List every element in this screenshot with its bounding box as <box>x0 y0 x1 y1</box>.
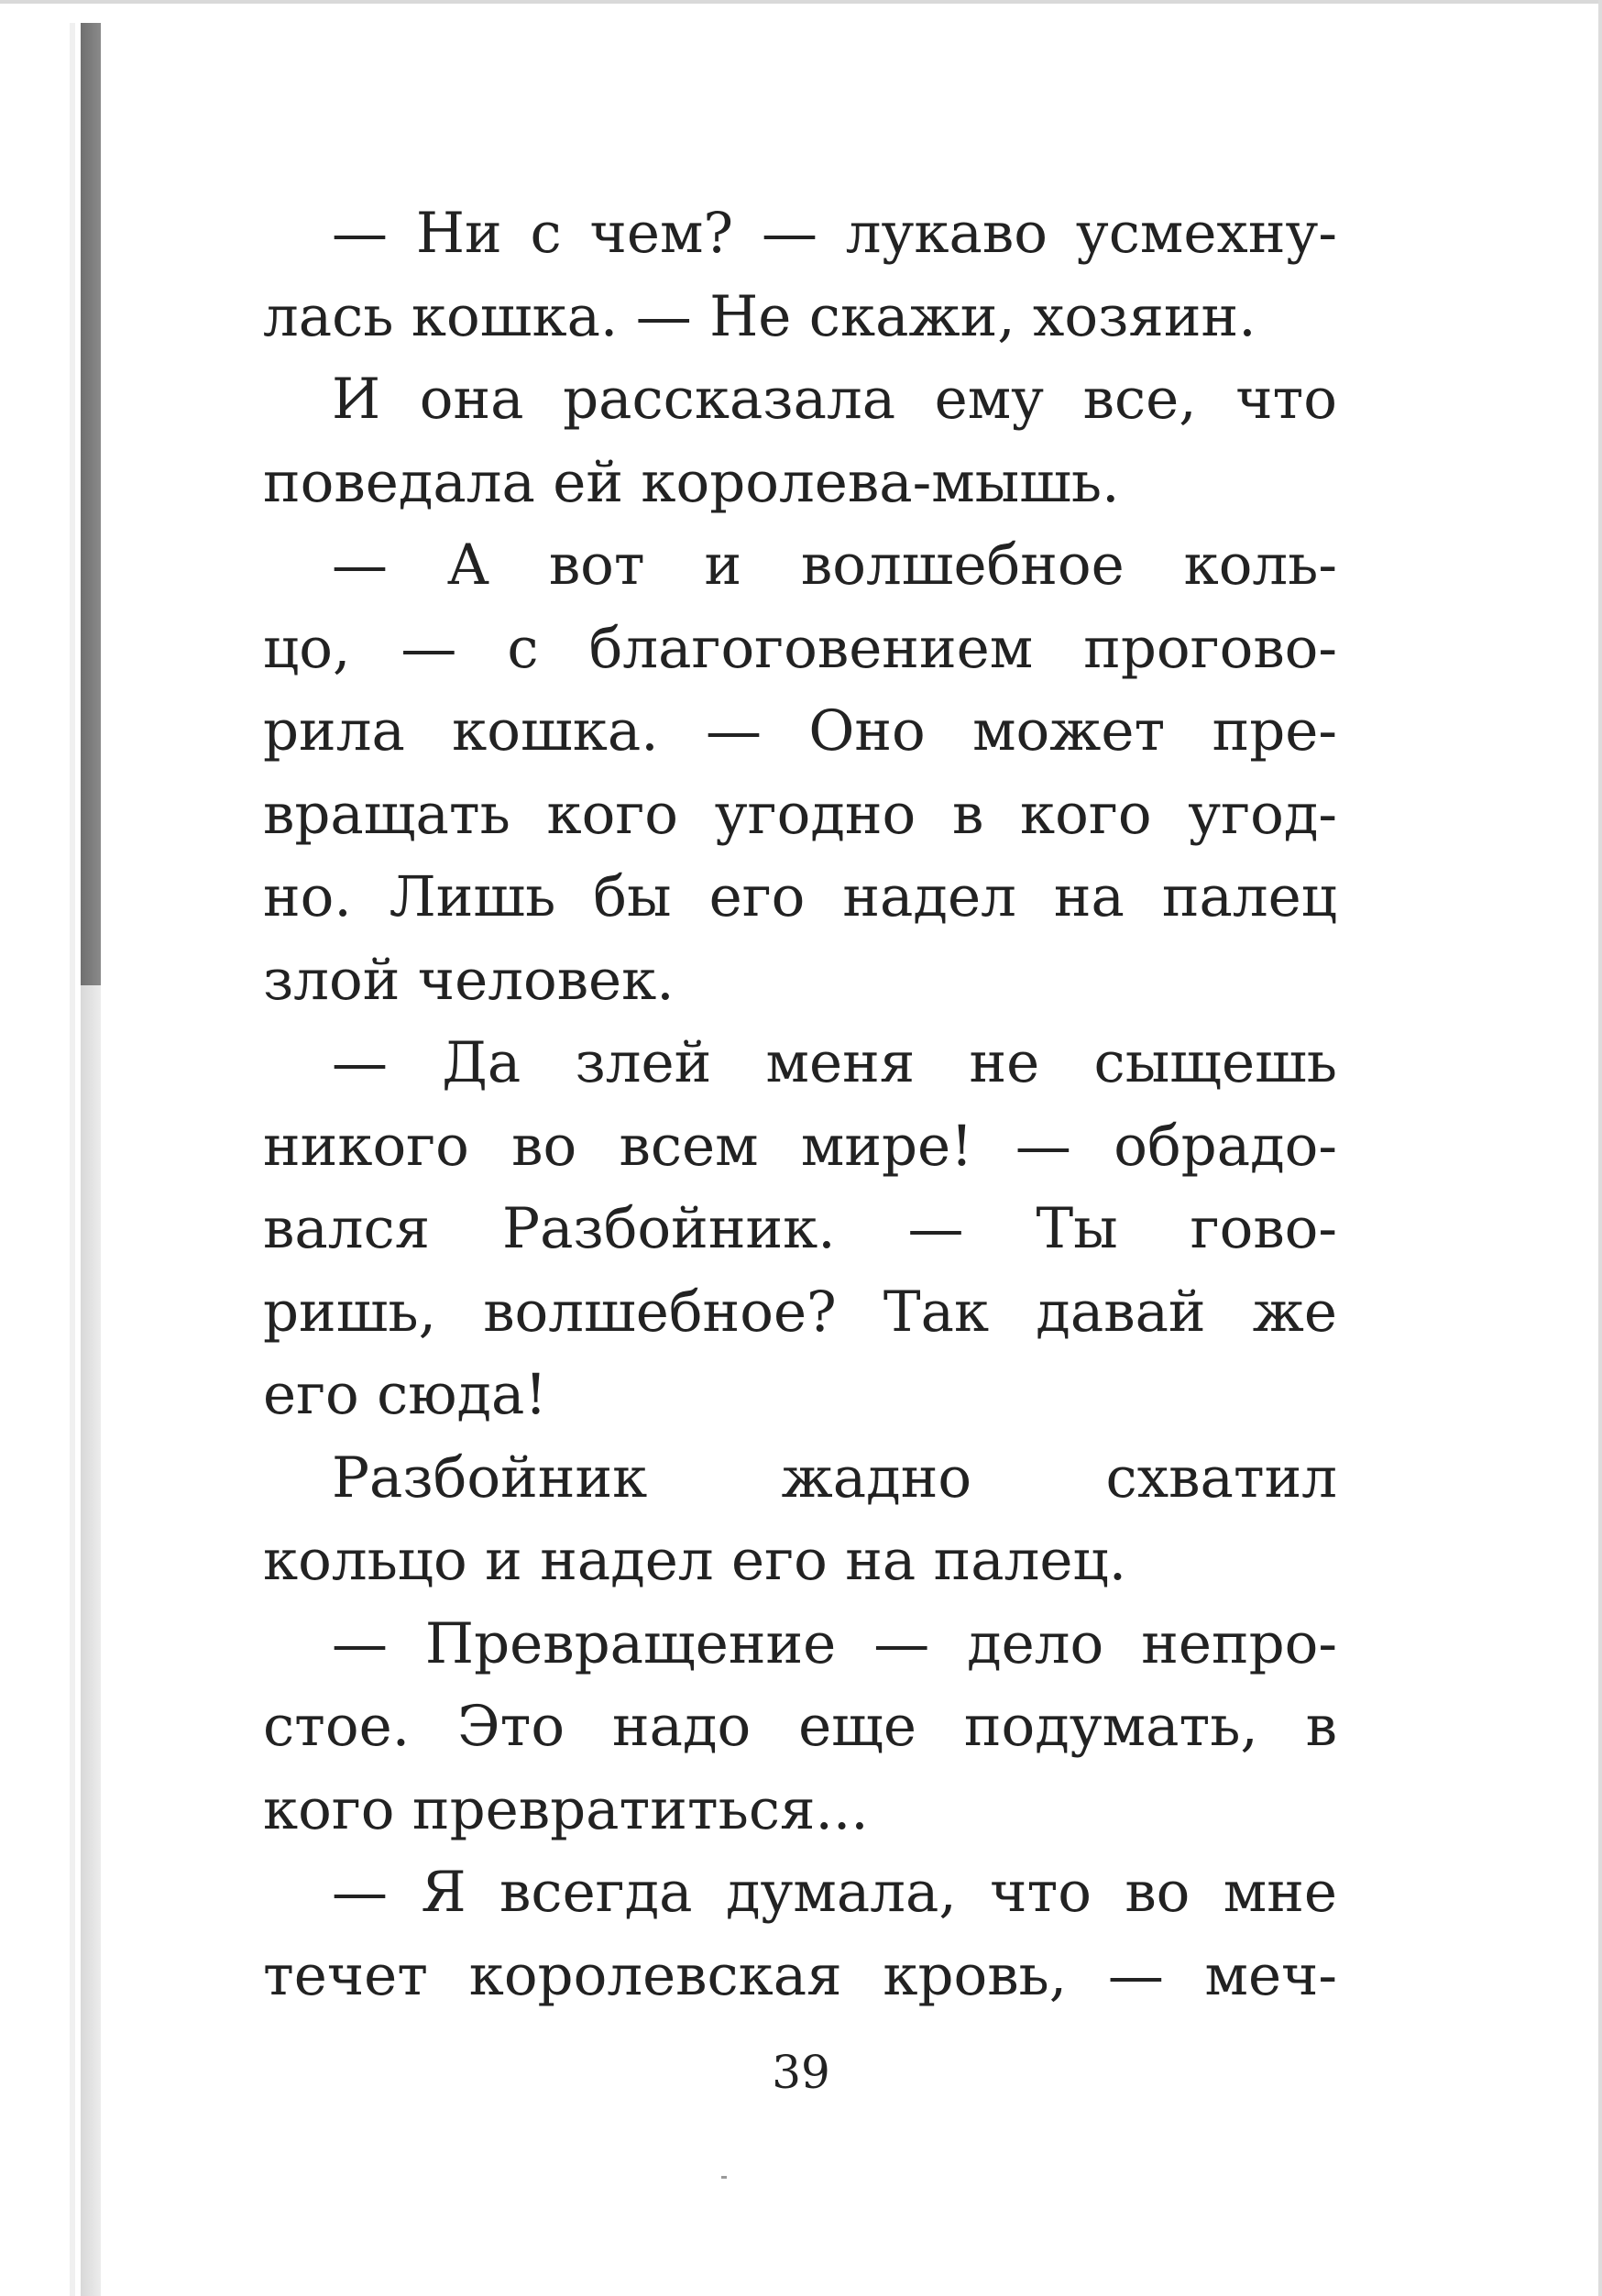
text-line: — Да злей меня не сыщешь <box>332 1030 1337 1095</box>
text-line: никого во всем мире! — обрадо- <box>263 1113 1337 1179</box>
text-line: — А вот и волшебное коль- <box>332 533 1337 598</box>
text-line: его сюда! <box>263 1362 547 1427</box>
text-line: цо, — с благоговением прогово- <box>263 615 1337 681</box>
scan-speck <box>721 2176 727 2179</box>
text-line: поведала ей королева-мышь. <box>263 449 1120 515</box>
text-line: Разбойник жадно схватил <box>332 1445 1337 1511</box>
text-line: И она рассказала ему все, что <box>332 367 1337 432</box>
scan-top-border <box>0 0 1602 4</box>
text-line: но. Лишь бы его надел на палец <box>263 864 1337 929</box>
text-line: вался Разбойник. — Ты гово- <box>263 1196 1337 1261</box>
scan-right-border <box>1598 0 1602 2296</box>
text-line: кольцо и надел его на палец. <box>263 1528 1127 1593</box>
text-line: — Ни с чем? — лукаво усмехну- <box>332 201 1337 266</box>
text-line: — Я всегда думала, что во мне <box>332 1860 1337 1925</box>
text-line: течет королевская кровь, — меч- <box>263 1942 1337 2008</box>
text-line: лась кошка. — Не скажи, хозяин. <box>263 283 1256 349</box>
text-line: вращать кого угодно в кого угод- <box>263 781 1337 847</box>
text-line: — Превращение — дело непро- <box>332 1610 1337 1676</box>
text-line: рила кошка. — Оно может пре- <box>263 698 1337 764</box>
text-line: кого превратиться... <box>263 1776 869 1842</box>
body-text <box>263 192 1337 2017</box>
binding-shadow-light <box>81 985 101 2296</box>
text-line: злой человек. <box>263 947 675 1013</box>
text-line: ришь, волшебное? Так давай же <box>263 1279 1337 1345</box>
page-number: 39 <box>772 2046 830 2099</box>
text-line: стое. Это надо еще подумать, в <box>263 1694 1337 1759</box>
binding-edge <box>70 23 75 2296</box>
binding-shadow <box>81 23 101 985</box>
